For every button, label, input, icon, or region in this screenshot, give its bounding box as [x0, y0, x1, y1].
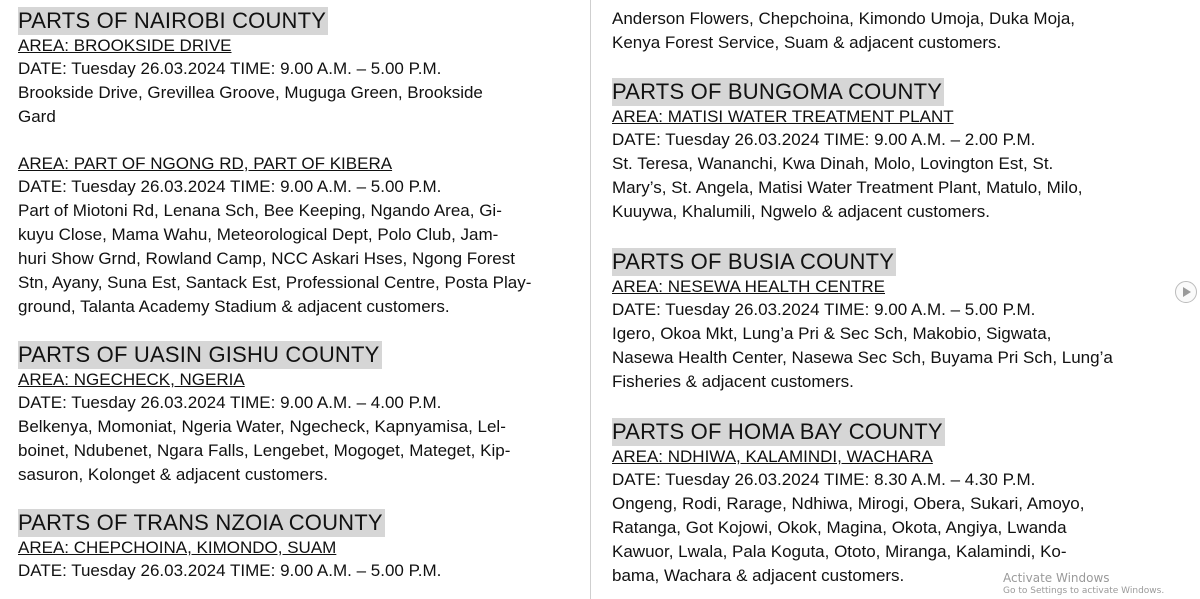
locations-line: huri Show Grnd, Rowland Camp, NCC Askari Hses, Ngong Forest: [18, 249, 515, 268]
locations-line: Nasewa Health Center, Nasewa Sec Sch, Buyama Pri Sch, Lung’a: [612, 348, 1113, 367]
date-line: DATE: Tuesday 26.03.2024 TIME: 9.00 A.M. – 5.00 P.M.: [612, 300, 1036, 319]
locations-line: Ratanga, Got Kojowi, Okok, Magina, Okota, Angiya, Lwanda: [612, 518, 1067, 537]
county-heading-nairobi: PARTS OF NAIROBI COUNTY: [18, 8, 327, 33]
area-title-chepchoina: AREA: CHEPCHOINA, KIMONDO, SUAM: [18, 538, 337, 557]
locations-line: ground, Talanta Academy Stadium & adjacent customers.: [18, 297, 450, 316]
area-title-nesewa: AREA: NESEWA HEALTH CENTRE: [612, 277, 885, 296]
locations-line: Stn, Ayany, Suna Est, Santack Est, Professional Centre, Posta Play-: [18, 273, 532, 292]
play-circle-icon: [1180, 286, 1192, 298]
locations-line: Brookside Drive, Grevillea Groove, Muguga Green, Brookside: [18, 83, 483, 102]
locations-line: Igero, Okoa Mkt, Lung’a Pri & Sec Sch, Makobio, Sigwata,: [612, 324, 1052, 343]
locations-line: Part of Miotoni Rd, Lenana Sch, Bee Keeping, Ngando Area, Gi-: [18, 201, 502, 220]
locations-line: Gard: [18, 107, 56, 126]
county-heading-trans-nzoia: PARTS OF TRANS NZOIA COUNTY: [18, 510, 383, 535]
locations-line: Anderson Flowers, Chepchoina, Kimondo Umoja, Duka Moja,: [612, 9, 1076, 28]
area-title-ngecheck: AREA: NGECHECK, NGERIA: [18, 370, 245, 389]
area-title-brookside: AREA: BROOKSIDE DRIVE: [18, 36, 232, 55]
area-title-matisi: AREA: MATISI WATER TREATMENT PLANT: [612, 107, 954, 126]
locations-line: Belkenya, Momoniat, Ngeria Water, Ngecheck, Kapnyamisa, Lel-: [18, 417, 506, 436]
date-line: DATE: Tuesday 26.03.2024 TIME: 9.00 A.M. – 5.00 P.M.: [18, 177, 442, 196]
area-title-ndhiwa: AREA: NDHIWA, KALAMINDI, WACHARA: [612, 447, 933, 466]
locations-line: Fisheries & adjacent customers.: [612, 372, 854, 391]
left-column: [18, 0, 578, 583]
date-line: DATE: Tuesday 26.03.2024 TIME: 9.00 A.M. – 2.00 P.M.: [612, 130, 1036, 149]
watermark-title: Activate Windows: [1003, 571, 1110, 585]
locations-line: Ongeng, Rodi, Rarage, Ndhiwa, Mirogi, Obera, Sukari, Amoyo,: [612, 494, 1085, 513]
locations-line: Kawuor, Lwala, Pala Koguta, Ototo, Miranga, Kalamindi, Ko-: [612, 542, 1067, 561]
locations-line: Mary’s, St. Angela, Matisi Water Treatment Plant, Matulo, Milo,: [612, 178, 1083, 197]
locations-line: boinet, Ndubenet, Ngara Falls, Lengebet, Mogoget, Mateget, Kip-: [18, 441, 511, 460]
date-line: DATE: Tuesday 26.03.2024 TIME: 9.00 A.M. – 5.00 P.M.: [18, 59, 442, 78]
locations-line: St. Teresa, Wananchi, Kwa Dinah, Molo, Lovington Est, St.: [612, 154, 1054, 173]
county-heading-homa-bay: PARTS OF HOMA BAY COUNTY: [612, 419, 943, 444]
area-title-ngong-kibera: AREA: PART OF NGONG RD, PART OF KIBERA: [18, 154, 393, 173]
date-line: DATE: Tuesday 26.03.2024 TIME: 9.00 A.M. – 4.00 P.M.: [18, 393, 442, 412]
right-column: [612, 0, 1172, 588]
locations-line: Kuuywa, Khalumili, Ngwelo & adjacent customers.: [612, 202, 990, 221]
locations-line: sasuron, Kolonget & adjacent customers.: [18, 465, 328, 484]
county-heading-bungoma: PARTS OF BUNGOMA COUNTY: [612, 79, 943, 104]
county-heading-uasin-gishu: PARTS OF UASIN GISHU COUNTY: [18, 342, 380, 367]
locations-line: Kenya Forest Service, Suam & adjacent customers.: [612, 33, 1002, 52]
county-heading-busia: PARTS OF BUSIA COUNTY: [612, 249, 895, 274]
date-line: DATE: Tuesday 26.03.2024 TIME: 9.00 A.M. – 5.00 P.M.: [18, 561, 442, 580]
locations-line: bama, Wachara & adjacent customers.: [612, 566, 905, 585]
date-line: DATE: Tuesday 26.03.2024 TIME: 8.30 A.M. – 4.30 P.M.: [612, 470, 1036, 489]
locations-line: kuyu Close, Mama Wahu, Meteorological Dept, Polo Club, Jam-: [18, 225, 499, 244]
activation-watermark: [1003, 571, 1164, 597]
column-divider: [590, 0, 591, 599]
play-button[interactable]: [1175, 281, 1197, 303]
watermark-subtitle: Go to Settings to activate Windows.: [1003, 586, 1165, 596]
